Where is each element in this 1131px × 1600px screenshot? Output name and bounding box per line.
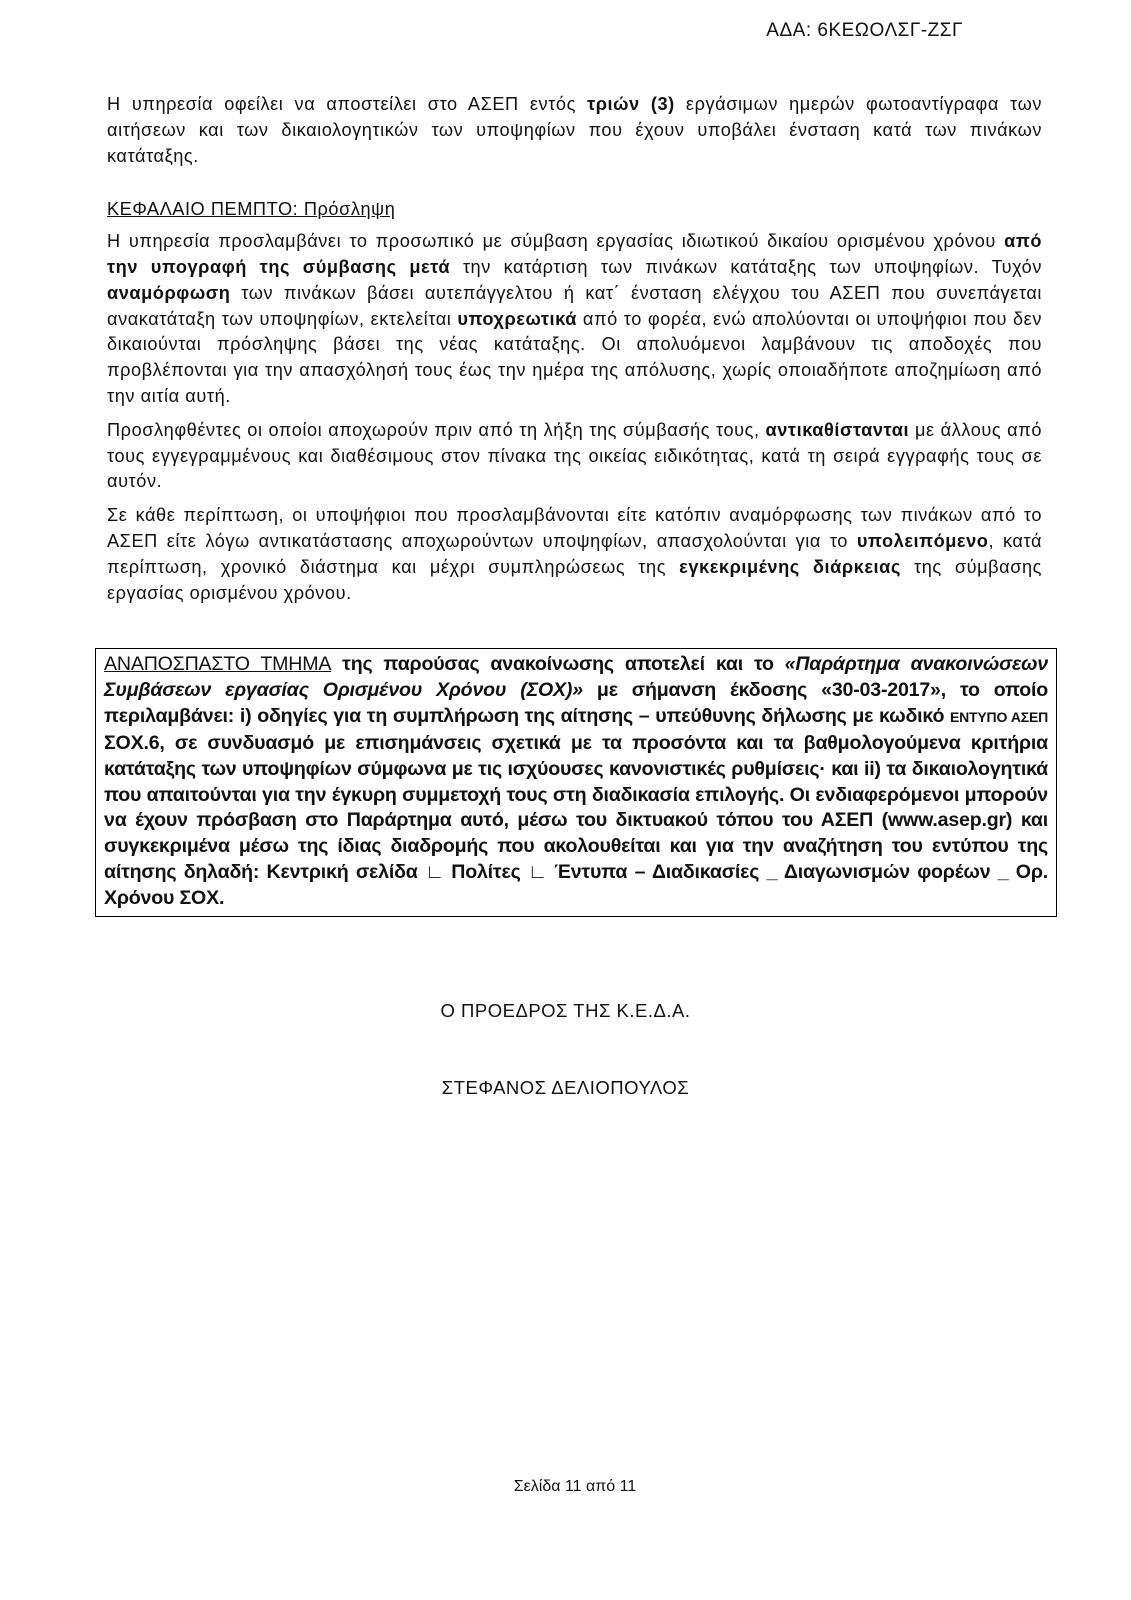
ada-code: ΑΔΑ: 6ΚΕΩΟΛΣΓ-ΖΣΓ (766, 20, 963, 41)
bold-text: αναμόρφωση (107, 282, 231, 303)
small-caps-text: ΕΝΤΥΠΟ ΑΣΕΠ (950, 708, 1048, 725)
paragraph-replacement (107, 418, 1042, 495)
text: Η υπηρεσία προσλαμβάνει το προσωπικό με σύμβαση εργασίας ιδιωτικού δικαίου ορισμένου χρόνου (107, 231, 1005, 252)
paragraph-objections (107, 92, 1042, 169)
italic-text: «Παράρτημα ανακοινώσεων Συμβάσεων εργασίας Ορισμένου Χρόνου (ΣΟΧ)» (104, 653, 1049, 701)
bold-text: αντικαθίστανται (765, 419, 910, 440)
text: από το φορέα, ενώ απολύονται οι υποψήφιοι που δεν δικαιούνται πρόσληψης βάσει της νέας κατάταξης. Οι απολυόμενοι λαμβάνουν τις αποδοχές που προβλέπονται για την απασχόλησή τους έως την ημέρα της απόλυσης, χωρίς οποιαδήποτε αποζημίωση από την αιτία αυτή. (107, 308, 1042, 406)
underlined-text: ΑΝΑΠΟΣΠΑΣΤΟ ΤΜΗΜΑ (104, 653, 332, 675)
text: , κατά περίπτωση, χρονικό διάστημα και μέχρι συμπληρώσεως της (107, 530, 1043, 577)
signature-title: Ο ΠΡΟΕΔΡΟΣ ΤΗΣ Κ.Ε.Δ.Α. (440, 1000, 691, 1021)
text: ΣΟΧ.6, σε συνδυασμό με επισημάνσεις σχετικά με τα προσόντα και τα βαθμολογούμενα κριτήρια κατάταξης των υποψηφίων σύμφωνα με τις ισχύουσες κανονιστικές ρυθμίσεις· και ii) τα δικαιολογητικά που απαιτούνται για την έγκυρη συμμετοχή τους στη διαδικασία επιλογής. Οι ενδιαφερόμενοι μπορούν να έχουν πρόσβαση στο Παράρτημα αυτό, μέσω του δικτυακού τόπου του ΑΣΕΠ (www.asep.gr) και συγκεκριμένα μέσω της ίδιας διαδρομής που ακολουθείται και για την αναζήτηση του εντύπου της αίτησης δηλαδή: Κεντρική σελίδα ∟ Πολίτες ∟ Έντυπα – Διαδικασίες _ Διαγωνισμών φορέων _ Ορ. Χρόνου ΣΟΧ. (104, 731, 1048, 910)
text: της σύμβασης εργασίας ορισμένου χρόνου. (107, 556, 1042, 603)
document-body (107, 92, 1042, 614)
page-number: Σελίδα 11 από 11 (513, 1478, 637, 1495)
text: με σήμανση έκδοσης «30-03-2017», το οποίο περιλαμβάνει: i) οδηγίες για τη συμπλήρωση της αίτησης – υπεύθυνης δήλωσης με κωδικό (104, 678, 1048, 727)
text: της παρούσας ανακοίνωσης αποτελεί και το (331, 653, 785, 675)
text: την κατάρτιση των πινάκων κατάταξης των υποψηφίων. Τυχόν (450, 256, 1042, 277)
signature-name: ΣΤΕΦΑΝΟΣ ΔΕΛΙΟΠΟΥΛΟΣ (441, 1077, 690, 1098)
text: των πινάκων βάσει αυτεπάγγελτου ή κατ΄ ένσταση ελέγχου του ΑΣΕΠ που συνεπάγεται ανακατάταξη των υποψηφίων, εκτελείται (107, 282, 1042, 329)
text: Προσληφθέντες οι οποίοι αποχωρούν πριν από τη λήξη της σύμβασής τους, (107, 419, 766, 440)
text: Σε κάθε περίπτωση, οι υποψήφιοι που προσλαμβάνονται είτε κατόπιν αναμόρφωσης των πινάκων από το ΑΣΕΠ είτε λόγω αντικατάστασης αποχωρούντων υποψηφίων, απασχολούνται για το (107, 505, 1042, 551)
text: εργάσιμων ημερών φωτοαντίγραφα των αιτήσεων και των δικαιολογητικών των υποψηφίων που έχουν υποβάλει ένσταση κατά των πινάκων κατάταξης. (107, 94, 1042, 166)
bold-text: υπολειπόμενο (856, 530, 989, 551)
text: Η υπηρεσία οφείλει να αποστείλει στο ΑΣΕΠ εντός (107, 94, 588, 114)
bold-text: εγκεκριμένης διάρκειας (679, 556, 901, 577)
chapter-heading: ΚΕΦΑΛΑΙΟ ΠΕΜΠΤΟ: Πρόσληψη (107, 199, 396, 220)
paragraph-duration (107, 503, 1042, 606)
bold-text: τριών (3) (587, 94, 675, 114)
paragraph-hiring (107, 229, 1042, 410)
bold-text: από την υπογραφή της σύμβασης μετά (107, 231, 1042, 277)
bold-text: υποχρεωτικά (457, 308, 577, 329)
annex-notice-box (95, 648, 1057, 917)
text: με άλλους από τους εγγεγραμμένους και διαθέσιμους στον πίνακα της οικείας ειδικότητας, κατά τη σειρά εγγραφής τους σε αυτόν. (107, 419, 1042, 492)
